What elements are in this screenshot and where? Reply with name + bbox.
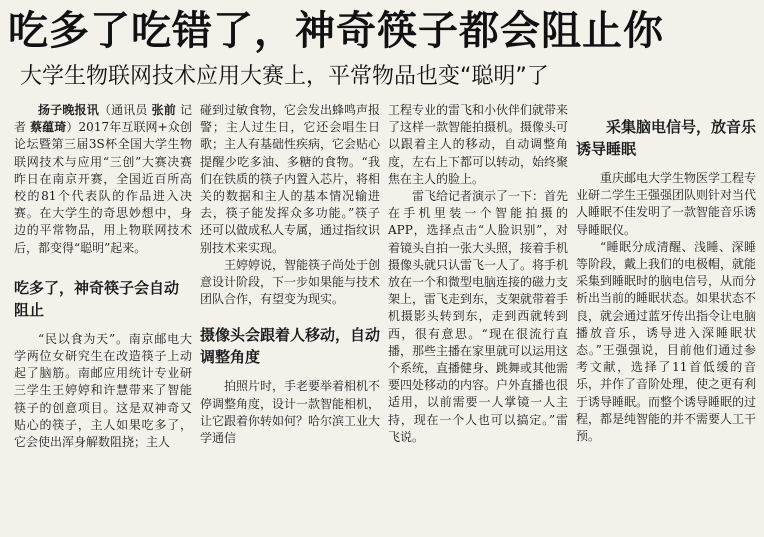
paragraph: “民以食为天”。南京邮电大学两位女研究生在改造筷子上动起了脑筋。南邮应用统计专业研三学生王婷婷和许慧带来了智能筷子的创意项目。这是双神奇又贴心的筷子，主人如果吃多了，它会使出浑身解数阻挠；主人 <box>14 331 192 450</box>
section-heading-chopsticks: 吃多了，神奇筷子会自动阻止 <box>14 278 180 319</box>
paragraph: 重庆邮电大学生物医学工程专业研二学生王强强团队则针对当代人睡眠不佳发明了一款智能音乐诱导睡眠仪。 <box>576 171 756 237</box>
paragraph: 工程专业的雷飞和小伙伴们就带来了这样一款智能拍摄机。摄像头可以跟着主人的移动，自动调整角度，左右上下都可以转动，始终聚焦在主人的脸上。 <box>388 103 568 186</box>
intro-paragraph <box>14 102 192 257</box>
byline-close: ） <box>66 120 79 135</box>
section-heading-camera: 摄像头会跟着人移动，自动调整角度 <box>200 326 380 367</box>
paragraph: 王婷婷说，智能筷子尚处于创意设计阶段，下一步如果能与技术团队合作，有望变为现实。 <box>200 257 380 307</box>
article-column-4 <box>576 102 756 532</box>
paragraph: “睡眠分成清醒、浅睡、深睡等阶段，戴上我们的电极帽，就能采集到睡眠时的脑电信号，从而分析出当前的睡眠状态。如果状态不良，就会通过蓝牙传出指令让电脑播放音乐，诱导进入深睡眠状态。”王强强说，目前他们通过参考文献，选择了11首低缓的音乐，并作了音阶处理，使之更有利于诱导睡眠。而整个诱导睡眠的过程，都是纯智能的并不需要人工干预。 <box>576 239 756 444</box>
article-column-1 <box>14 102 192 532</box>
article-column-2 <box>200 102 380 532</box>
article-column-3 <box>388 102 568 532</box>
byline-open: （通讯员 <box>98 103 152 117</box>
headline: 吃多了吃错了，神奇筷子都会阻止你 <box>8 8 664 54</box>
intro-text: 2017年互联网+众创论坛暨第三届3S杯全国大学生物联网技术与应用“三创”大赛决赛昨日在南京开赛，全国近百所高校的81个代表队的作品进入决赛。在大学生的奇思妙想中，身边的平常物品，用上物联网技术后，都变得“聪明”起来。 <box>14 120 192 255</box>
byline-mid: 记者 <box>14 103 192 135</box>
byline-reporter-1: 张前 <box>151 103 176 117</box>
byline-outlet: 扬子晚报讯 <box>38 103 99 117</box>
paragraph: 碰到过敏食物，它会发出蜂鸣声报警；主人过生日，它还会唱生日歌；主人有基础性疾病，它会贴心提醒少吃多油、多糖的食物。“我们在铁质的筷子内置入芯片，将相关的数据和主人的基本情况输进去，筷子能发挥众多功能。”筷子还可以做成私人专属，通过指纹识别技术来实现。 <box>200 103 380 255</box>
section-heading-sleep: 采集脑电信号，放音乐诱导睡眠 <box>576 118 756 158</box>
paragraph: 拍照片时，手老要举着相机不停调整角度，设计一款智能相机，让它跟着你转如何？哈尔滨工业大学通信 <box>200 379 380 446</box>
byline-reporter-2: 蔡蕴琦 <box>30 120 67 135</box>
paragraph: 雷飞给记者演示了一下：首先在手机里装一个智能拍摄的APP，选择点击“人脸识别”，对着镜头自拍一张大头照，接着手机摄像头就只认雷飞一人了。将手机放在一个和微型电脑连接的磁力支架上，雷飞走到东，支架就带着手机摄影头转到东，走到西就转到西，很有意思。“现在很流行直播，那些主播在家里就可以运用这个系统，直播健身、跳舞或其他需要四处移动的内容。户外直播也很适用，以前需要一人掌镜一人主持，现在一个人也可以搞定。”雷飞说。 <box>388 189 568 444</box>
subheadline: 大学生物联网技术应用大赛上，平常物品也变“聪明”了 <box>20 64 549 89</box>
